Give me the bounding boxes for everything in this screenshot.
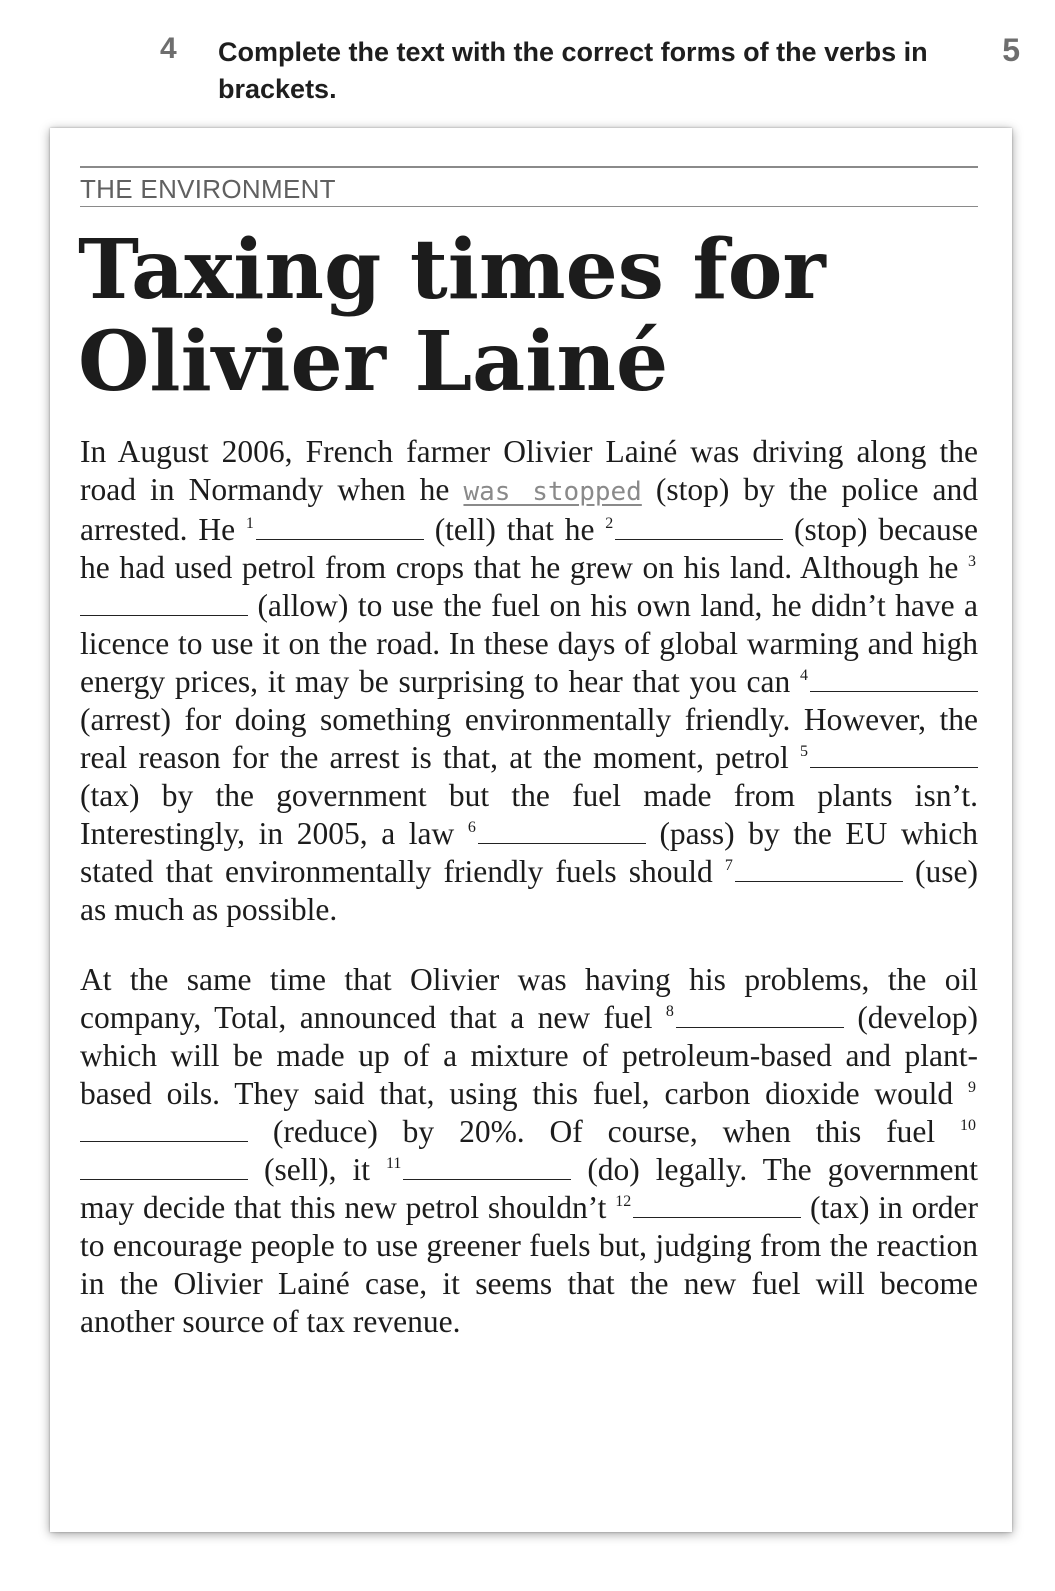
text: (tell) that he: [434, 512, 595, 547]
text: (do) legally. The government may decide that this new petrol shouldn’t: [80, 1152, 979, 1225]
top-rule: [80, 166, 978, 168]
answer-blank-5[interactable]: [810, 743, 978, 768]
exercise-instruction: Complete the text with the correct forms of the verbs in brackets.: [218, 37, 928, 104]
exercise-number: 4: [160, 32, 177, 65]
text: (sell), it: [263, 1152, 370, 1187]
answer-blank-6[interactable]: [478, 819, 646, 844]
article-body: [80, 433, 978, 1341]
text: (develop) which will be made up of a mixture of petroleum-based and plant-based oils. They said that, using this fuel, carbon dioxide would: [80, 1000, 979, 1111]
gap-number: 2: [605, 515, 614, 532]
article-title: [78, 224, 988, 408]
text: (tax) by the government but the fuel made from plants isn’t. Interestingly, in 2005, a law: [80, 778, 978, 851]
title-line-1: Taxing times for: [78, 222, 826, 318]
title-line-2: Olivier Lainé: [78, 314, 669, 410]
text: (reduce) by 20%. Of course, when this fuel: [272, 1114, 936, 1149]
text: At the same time that Olivier was having his problems, the oil company, Total, announced that a new fuel: [80, 962, 978, 1035]
text: (allow) to use the fuel on his own land, he didn’t have a licence to use it on the road. In these days of global warming and high energy prices, it may be surprising to hear that you can: [80, 588, 979, 699]
gap-number: 4: [800, 667, 808, 684]
article-card: [50, 128, 1012, 1532]
gap-number: 11: [385, 1155, 402, 1172]
paragraph-1: [80, 433, 978, 929]
answer-blank-10[interactable]: [80, 1155, 248, 1180]
gap-number: 10: [960, 1117, 977, 1134]
text: (pass) by the EU which stated that environmentally friendly fuels should: [80, 816, 978, 889]
answer-blank-1[interactable]: [256, 515, 424, 540]
text: In August 2006, French farmer Olivier Lainé was driving along the road in Normandy when he: [80, 434, 978, 507]
answer-blank-3[interactable]: [80, 591, 248, 616]
gap-number: 12: [615, 1193, 632, 1210]
answer-blank-7[interactable]: [735, 857, 903, 882]
gap-number: 8: [665, 1003, 674, 1020]
text: (stop) by the police and arrested. He: [80, 472, 979, 547]
page-number: 5: [1002, 32, 1020, 68]
gap-number: 5: [800, 743, 808, 760]
gap-number: 7: [724, 857, 733, 874]
gap-number: 9: [968, 1079, 977, 1096]
section-rule: [80, 206, 978, 207]
gap-number: 6: [467, 819, 476, 836]
answer-blank-11[interactable]: [403, 1155, 571, 1180]
gap-number: 3: [968, 553, 977, 570]
answer-blank-9[interactable]: [80, 1117, 248, 1142]
text: (tax) in order to encourage people to use greener fuels but, judging from the reaction in the Olivier Lainé case, it seems that the new fuel will become another source of tax revenue.: [80, 1190, 979, 1339]
answer-blank-2[interactable]: [615, 515, 783, 540]
section-label: THE ENVIRONMENT: [80, 174, 336, 204]
gap-number: 1: [245, 515, 254, 532]
paragraph-2: [80, 961, 978, 1341]
answer-blank-4[interactable]: [810, 667, 978, 692]
text: (stop) because he had used petrol from crops that he grew on his land. Although he: [80, 512, 979, 585]
text: (arrest) for doing something environmentally friendly. However, the real reason for the arrest is that, at the moment, petrol: [80, 702, 978, 775]
exercise-header: [160, 30, 1040, 110]
example-answer: was stopped: [463, 477, 642, 507]
text: (use) as much as possible.: [80, 854, 979, 927]
answer-blank-12[interactable]: [633, 1193, 801, 1218]
answer-blank-8[interactable]: [676, 1003, 844, 1028]
